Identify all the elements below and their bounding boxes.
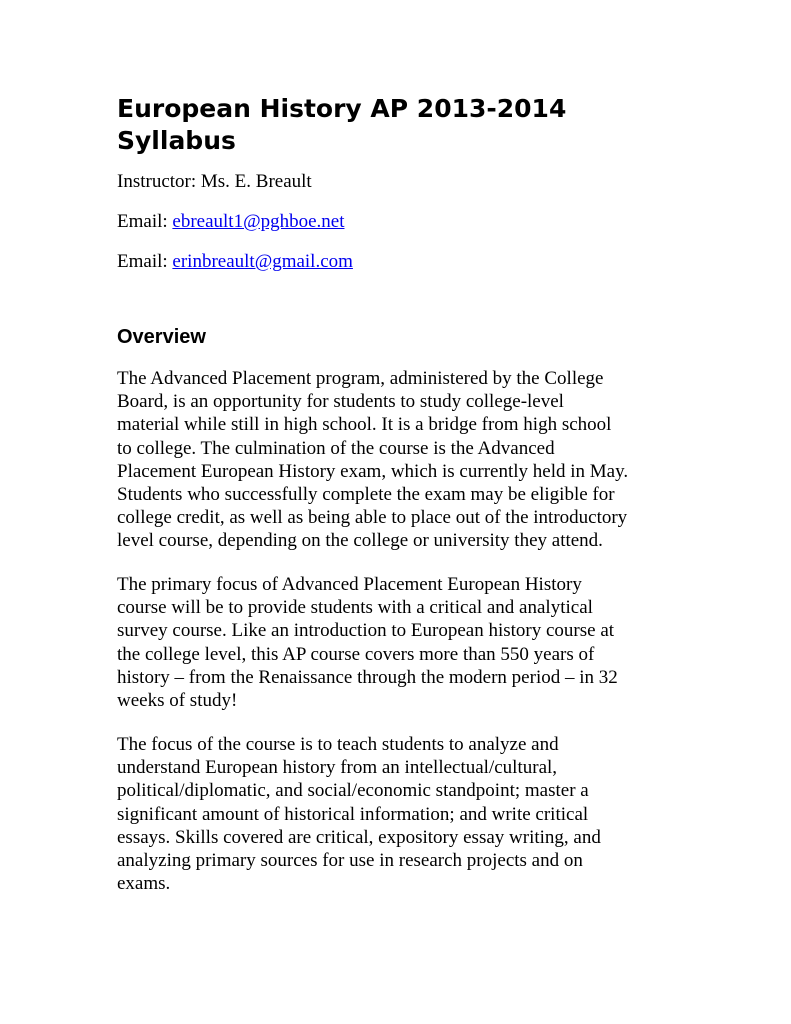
overview-heading: Overview (117, 326, 206, 348)
paragraph-line: college credit, as well as being able to place out of the introductory (117, 507, 628, 529)
paragraph-line: understand European history from an intellectual/cultural, (117, 757, 558, 779)
paragraph-line: material while still in high school. It is a bridge from high school (117, 414, 612, 436)
title-line: Syllabus (117, 126, 236, 155)
paragraph-line: the college level, this AP course covers more than 550 years of (117, 643, 595, 665)
email-line-1 (117, 210, 344, 233)
email-link-1[interactable]: ebreault1@pghboe.net (172, 211, 345, 232)
overview-paragraph-1 (117, 367, 628, 553)
title-line: European History AP 2013-2014 (117, 94, 567, 123)
paragraph-line: political/diplomatic, and social/economic standpoint; master a (117, 780, 589, 802)
instructor-line: Instructor: Ms. E. Breault (117, 171, 312, 192)
overview-paragraph-2 (117, 573, 618, 712)
email-label: Email: (117, 251, 173, 272)
paragraph-line: survey course. Like an introduction to European history course at (117, 620, 615, 642)
paragraph-line: Students who successfully complete the exam may be eligible for (117, 484, 615, 506)
paragraph-line: Placement European History exam, which is currently held in May. (117, 460, 629, 482)
paragraph-line: weeks of study! (117, 690, 238, 712)
paragraph-line: The Advanced Placement program, administered by the College (117, 368, 604, 389)
email-label: Email: (117, 211, 173, 232)
paragraph-line: course will be to provide students with a critical and analytical (117, 597, 593, 619)
paragraph-line: history – from the Renaissance through the modern period – in 32 (117, 666, 618, 688)
paragraph-line: The focus of the course is to teach students to analyze and (117, 734, 559, 755)
email-link-2[interactable]: erinbreault@gmail.com (172, 251, 353, 272)
paragraph-line: significant amount of historical information; and write critical (117, 803, 589, 825)
document-title (117, 93, 677, 157)
paragraph-line: to college. The culmination of the course is the Advanced (117, 437, 555, 459)
paragraph-line: analyzing primary sources for use in research projects and on (117, 850, 583, 872)
paragraph-line: level course, depending on the college or university they attend. (117, 530, 603, 552)
paragraph-line: essays. Skills covered are critical, expository essay writing, and (117, 826, 601, 848)
overview-paragraph-3 (117, 733, 601, 895)
email-line-2 (117, 250, 353, 273)
paragraph-line: The primary focus of Advanced Placement European History (117, 574, 582, 595)
paragraph-line: exams. (117, 873, 171, 895)
paragraph-line: Board, is an opportunity for students to study college-level (117, 391, 564, 413)
